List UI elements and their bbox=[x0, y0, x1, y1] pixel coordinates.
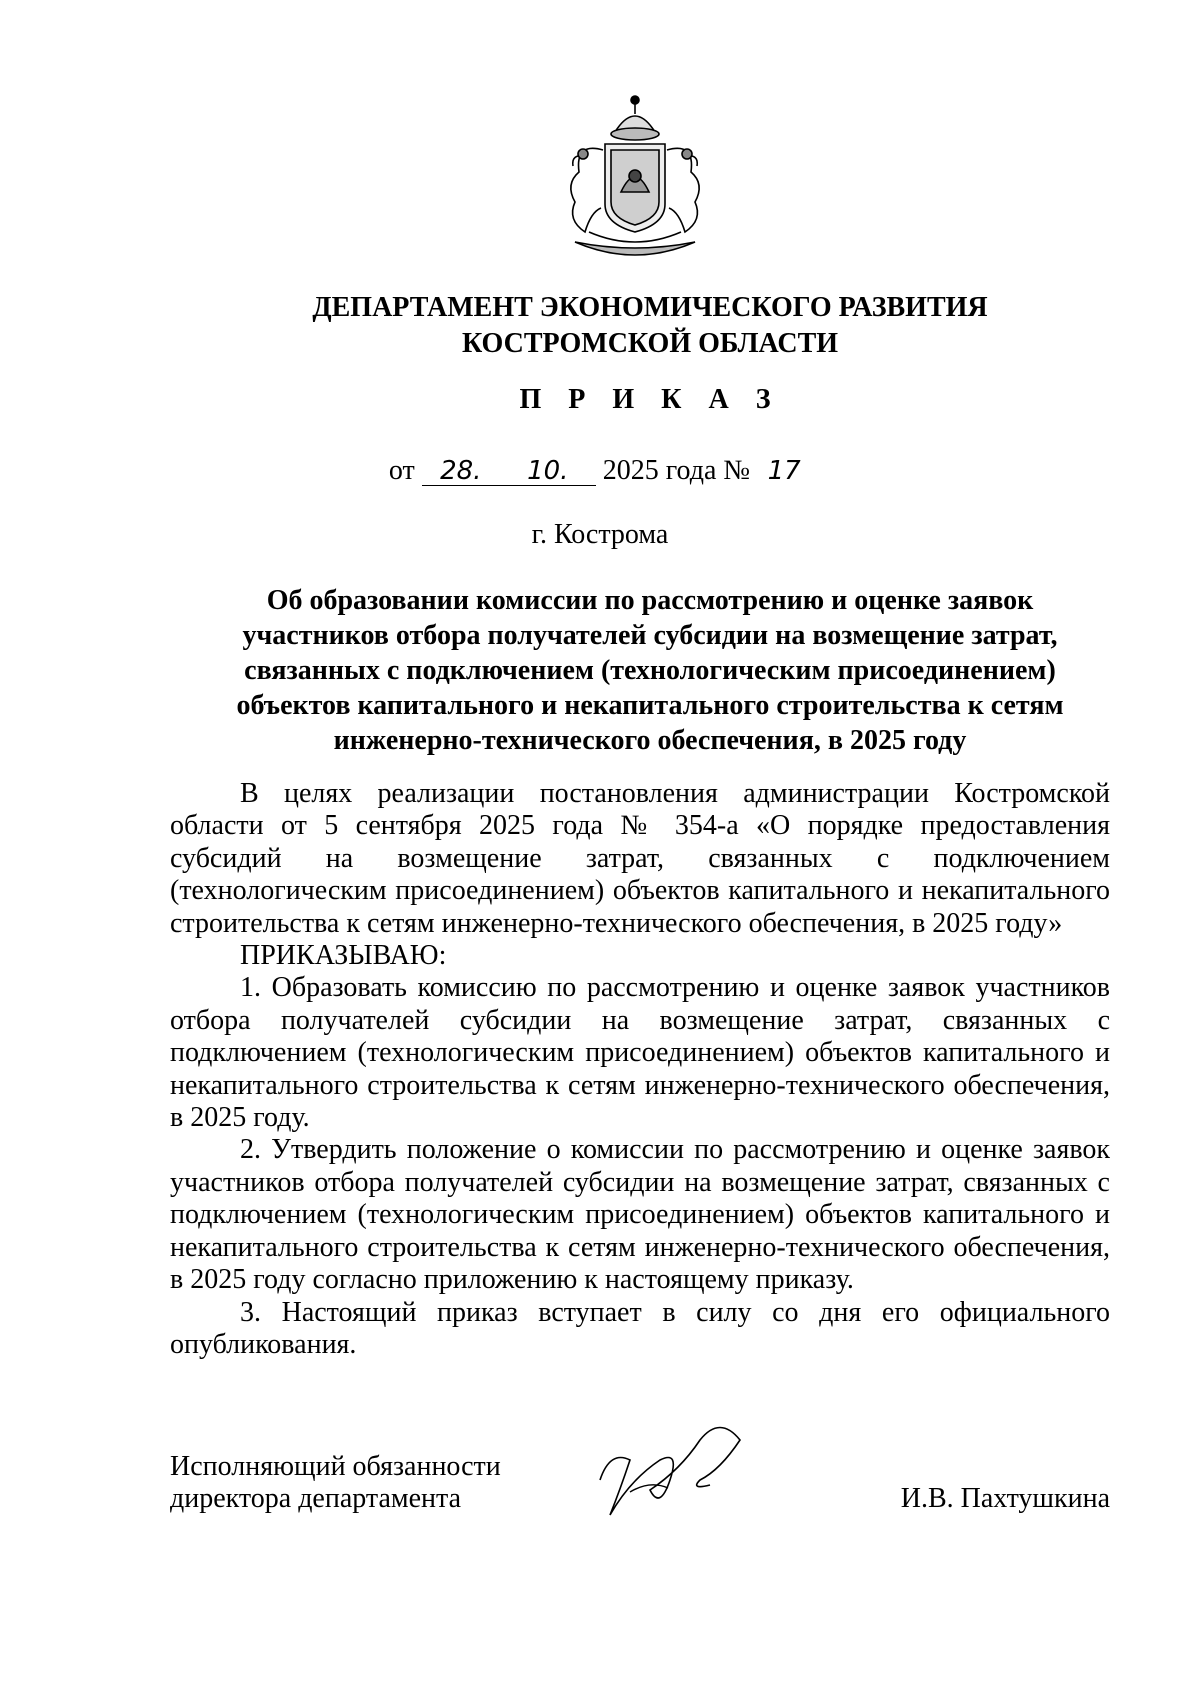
handwritten-order-number: 17 bbox=[767, 456, 801, 486]
department-line-1: ДЕПАРТАМЕНТ ЭКОНОМИЧЕСКОГО РАЗВИТИЯ bbox=[312, 292, 988, 323]
department-title bbox=[170, 290, 1130, 362]
document-type: П Р И К А З bbox=[519, 384, 781, 415]
date-prefix: от bbox=[388, 455, 415, 486]
handwritten-day: 28. bbox=[422, 457, 500, 486]
handwritten-signature bbox=[590, 1420, 770, 1530]
order-item-3: 3. Настоящий приказ вступает в силу со дня его официального опубликования. bbox=[170, 1296, 1110, 1360]
order-item-2: 2. Утвердить положение о комиссии по рассмотрению и оценке заявок участников отбора получателей субсидии на возмещение затрат, связанных с подключением (технологическим присоединением) объектов капитального и некапитального строительства к сетям инженерно-технического обеспечения, в 2025 году согласно приложению к настоящему приказу. bbox=[170, 1134, 1110, 1296]
position-line-2: директора департамента bbox=[170, 1483, 462, 1514]
signatory-position bbox=[170, 1451, 501, 1515]
order-subject bbox=[170, 583, 1130, 758]
subject-line-3: связанных с подключением (технологическим присоединением) bbox=[244, 655, 1056, 686]
subject-line-5: инженерно-технического обеспечения, в 2025 году bbox=[333, 725, 967, 756]
signatory-name: И.В. Пахтушкина bbox=[900, 1483, 1110, 1514]
city-line: г. Кострома bbox=[531, 519, 669, 550]
date-and-number-line bbox=[0, 455, 1200, 487]
preamble-paragraph: В целях реализации постановления администрации Костромской области от 5 сентября 2025 года № 354-а «О порядке предоставления субсидий на возмещение затрат, связанных с подключением (технологическим присоединением) объектов капитального и некапитального строительства к сетям инженерно-технического обеспечения, в 2025 году» bbox=[170, 778, 1110, 939]
order-item-1: 1. Образовать комиссию по рассмотрению и оценке заявок участников отбора получателей субсидии на возмещение затрат, связанных с подключением (технологическим присоединением) объектов капитального и некапитального строительства к сетям инженерно-технического обеспечения, в 2025 году. bbox=[170, 972, 1110, 1134]
subject-line-1: Об образовании комиссии по рассмотрению и оценке заявок bbox=[266, 585, 1034, 616]
year-and-number-label: 2025 года № bbox=[602, 455, 751, 486]
position-line-1: Исполняющий обязанности bbox=[170, 1451, 501, 1482]
department-line-2: КОСТРОМСКОЙ ОБЛАСТИ bbox=[461, 328, 839, 359]
order-word: ПРИКАЗЫВАЮ: bbox=[240, 940, 447, 972]
subject-line-4: объектов капитального и некапитального строительства к сетям bbox=[236, 690, 1064, 721]
handwritten-month: 10. bbox=[500, 457, 596, 486]
order-body bbox=[170, 778, 1110, 1361]
subject-line-2: участников отбора получателей субсидии на возмещение затрат, bbox=[242, 620, 1058, 651]
coat-of-arms-emblem bbox=[545, 92, 725, 270]
